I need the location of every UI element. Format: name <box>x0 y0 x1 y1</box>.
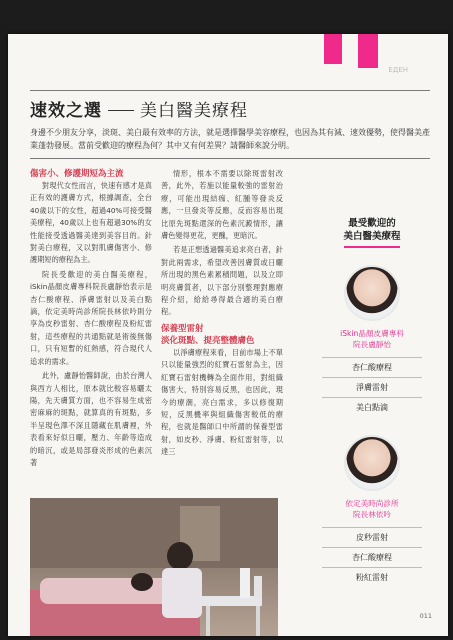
sidebar-title: 最受歡迎的 <box>348 218 396 229</box>
treatment-item: 皮秒雷射 <box>356 533 388 542</box>
divider <box>30 90 430 91</box>
pink-tab-marker <box>324 34 342 64</box>
divider <box>322 357 422 358</box>
divider <box>322 547 422 548</box>
page-title <box>30 96 426 124</box>
treatment-item: 杏仁酸療程 <box>352 553 392 562</box>
doctor-avatar <box>344 265 400 321</box>
section-label: ЕДЕН <box>388 66 408 74</box>
article-paragraph: 若是正想透過醫美追求亮白者，針對此兩需求，希望改善因膚質或日曬所出現的黑色素累積問題，以及立即明亮膚質者，以下部分別整理對應療程介紹，給給尋得最合適的美白療程。 <box>161 245 283 317</box>
title-dash <box>108 110 134 111</box>
article-paragraph: 此外，盧靜怡醫師說，由於台灣人與西方人相比，原本就比較容易曬太陽，先天膚質方面，也不容易生成密密麻麻的斑點，就算真的有斑點，多半呈現色澤不深且隱藏在肌膚裡，外表看來好似日曬，壓力、年齡等造成的暗沉，或是局部發炎形成的色素沉著 <box>30 371 152 467</box>
sidebar-box <box>308 217 436 636</box>
intro-paragraph: 身邊不少朋友分享，淡斑、美白最有效率的方法，就是選擇醫學美容療程，也因為其有減、速效優勢，使得醫美產業蓬勃發展。當前受歡迎的療程為何？其中又有何差異？請醫師來說分明。 <box>30 128 430 150</box>
doctor-role: 院長林依吟 <box>353 510 391 519</box>
article-paragraph: 以淨膚療程來看，目前市場上不單只以能量強烈的紅寶石雷射為主，因紅寶石雷射機轉為全面作用，對組織傷害大，特別容易反黑，也因此，現今的療潮，亮白需求，多以修復期短，反黑機率與組織傷害較低的療程，也就是醫師口中所謂的保養型雷射，如皮秒、淨膚、粉紅雷射等，以達三 <box>161 347 283 457</box>
divider <box>322 527 422 528</box>
doctor-avatar <box>344 435 400 491</box>
treatment-item: 淨膚雷射 <box>356 383 388 392</box>
divider <box>30 158 430 159</box>
article-paragraph: 院長受歡迎的美白醫美療程，iSkin晶顏皮膚專科院長盧靜怡表示是杏仁酸療程、淨膚雷射以及美白點滴，依定美時尚診所院長林依吟則分享為皮秒雷射、杏仁酸療程及粉紅雷射，這些療程的共通點就是術後無傷口，只有短暫的紅熱感，符合現代人追求的需求。 <box>30 269 152 366</box>
divider <box>322 567 422 568</box>
page-number: 011 <box>419 612 432 620</box>
title-main: 速效之選 <box>30 101 102 121</box>
treatment-item: 美白點滴 <box>356 403 388 412</box>
divider <box>322 377 422 378</box>
divider <box>322 397 422 398</box>
treatment-item: 粉紅雷射 <box>356 573 388 582</box>
clinic-treatment-illustration <box>30 498 278 636</box>
section-heading: 保養型雷射 <box>161 323 204 334</box>
article-column-2 <box>161 168 283 461</box>
pink-tab-marker <box>358 34 378 68</box>
sidebar-title: 美白醫美療程 <box>343 231 401 242</box>
section-heading: 淡化斑點、提亮整體膚色 <box>161 335 255 346</box>
doctor-role: 依定美時尚診所 <box>345 499 399 508</box>
sidebar-title-underline <box>344 246 400 248</box>
doctor-role: 院長盧靜怡 <box>353 340 391 349</box>
clinic-photo <box>30 498 278 636</box>
treatment-item: 杏仁酸療程 <box>352 363 392 372</box>
section-heading: 傷害小、修護期短為主流 <box>30 169 124 179</box>
article-paragraph: 情形，根本不需要以除斑雷射改善，此外，若施以能量較強的雷射治療，可能出現結痂、紅腫等發炎反應，一旦發炎等反應，反而容易出現比原先斑點還深的色素沉澱情形，讓膚色變得更花，更醜，更暗沉。 <box>161 169 283 241</box>
article-paragraph: 對現代女性而言，快速有感才是真正有效的護膚方式，根據調查，全台40歲以下的女性，超過40%可接受醫美療程，40歲以上也有超過30%的女性能接受透過醫美達到美容目的。針對美白療程，又以對肌膚傷害小、修護期短的療程為主。 <box>30 181 152 265</box>
magazine-page <box>8 34 448 636</box>
title-sub: 美白醫美療程 <box>140 101 248 121</box>
article-column-1 <box>30 168 152 471</box>
doctor-role: iSkin晶顏皮膚專科 <box>340 329 404 338</box>
